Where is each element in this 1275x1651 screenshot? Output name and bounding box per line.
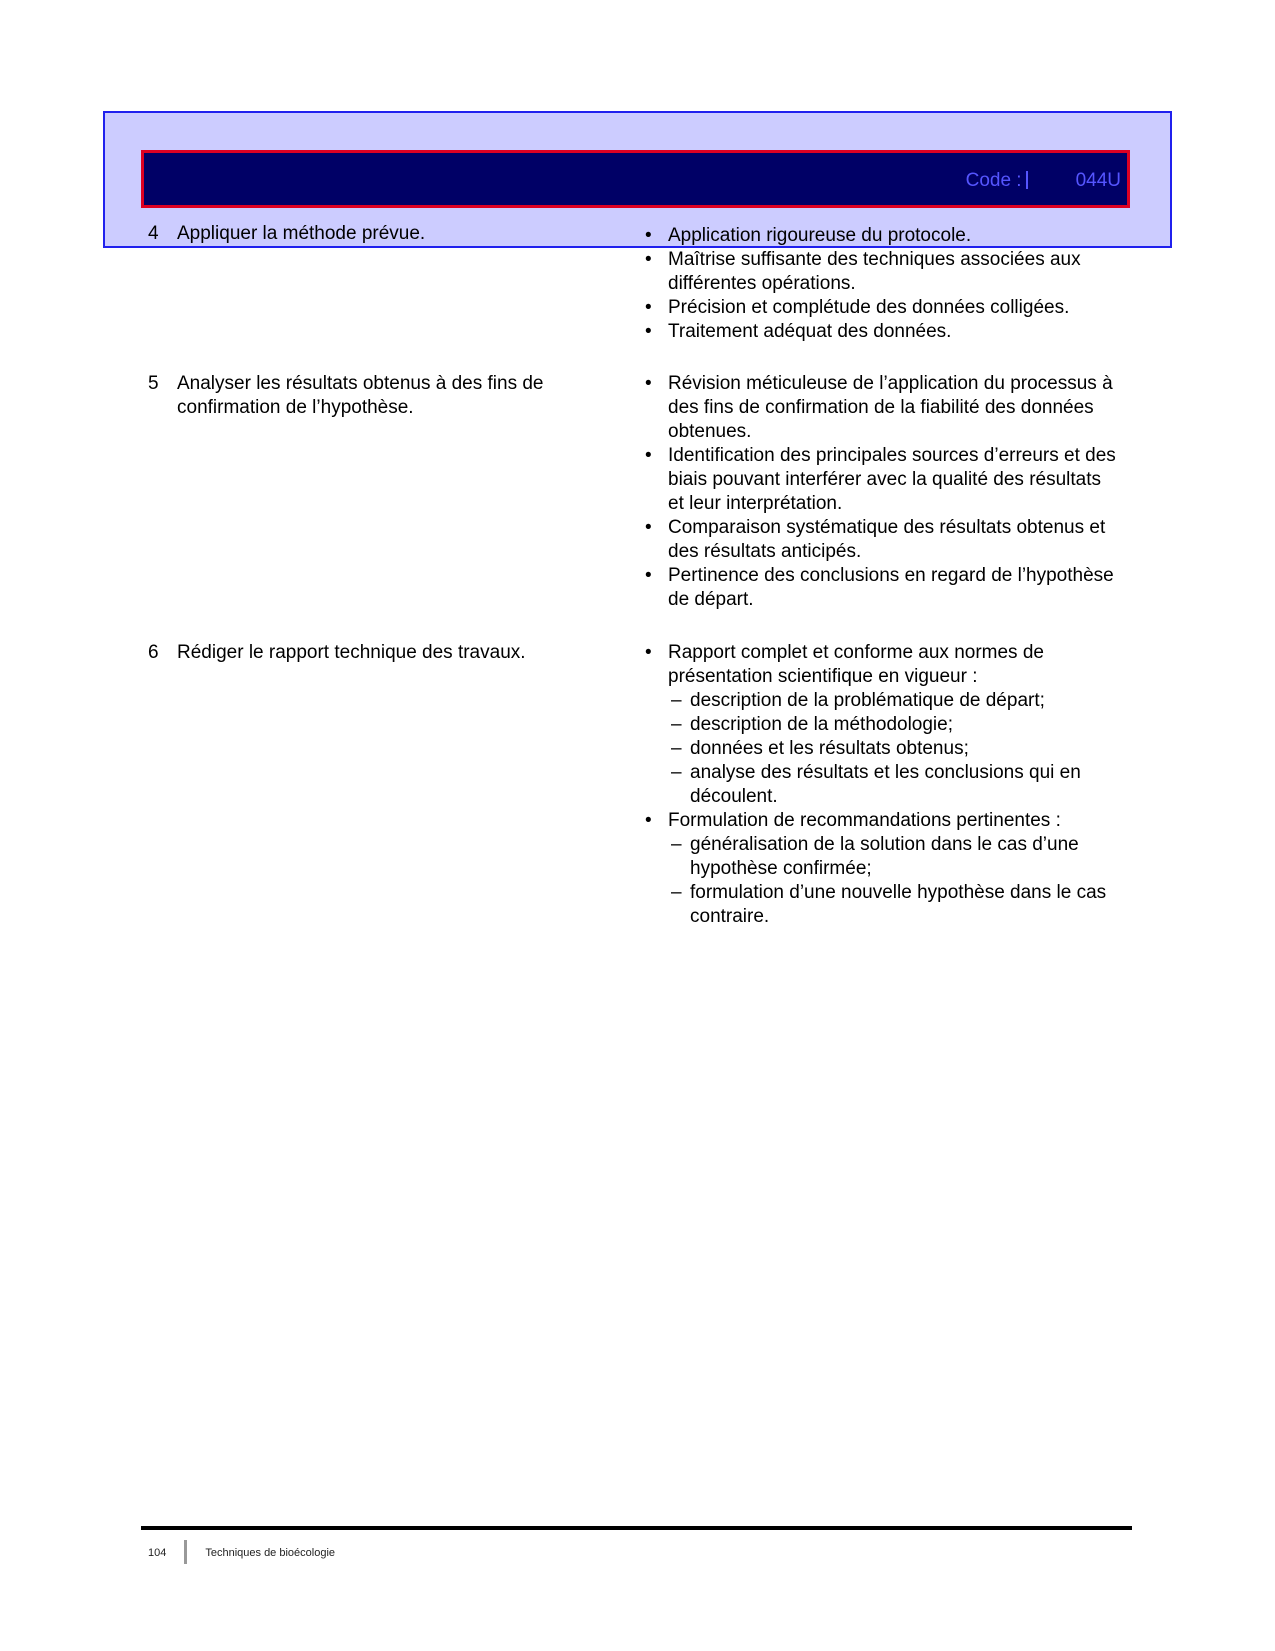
criterion-subitem: – analyse des résultats et les conclusions qui en découlent. bbox=[671, 762, 1081, 807]
step-text: Rédiger le rapport technique des travaux. bbox=[177, 642, 526, 663]
footer-separator bbox=[184, 1540, 187, 1564]
step-row-5 bbox=[148, 372, 588, 420]
criterion-item: • Formulation de recommandations pertinentes : bbox=[645, 809, 1120, 833]
criterion-item: • Traitement adéquat des données. bbox=[645, 320, 1120, 344]
step-row-4 bbox=[148, 222, 638, 246]
program-name: Techniques de bioécologie bbox=[205, 1547, 336, 1559]
criterion-subitem: – généralisation de la solution dans le cas d’une hypothèse confirmée; bbox=[671, 834, 1079, 879]
code-separator bbox=[1026, 171, 1028, 189]
course-code bbox=[966, 170, 1121, 192]
code-value: 044U bbox=[1075, 170, 1121, 191]
criterion-subitem: – données et les résultats obtenus; bbox=[671, 738, 969, 759]
criterion-item: • Rapport complet et conforme aux normes de présentation scientifique en vigueur : bbox=[645, 641, 1120, 689]
criterion-item: • Maîtrise suffisante des techniques associées aux différentes opérations. bbox=[645, 248, 1120, 296]
criterion-item: • Révision méticuleuse de l’application du processus à des fins de confirmation de la fiabilité des données obtenues. bbox=[645, 372, 1120, 444]
criterion-item: • Comparaison systématique des résultats obtenus et des résultats anticipés. bbox=[645, 516, 1120, 564]
step-text: Appliquer la méthode prévue. bbox=[177, 223, 426, 244]
criteria-list-6 bbox=[645, 641, 1120, 929]
step-number: 5 bbox=[148, 373, 159, 394]
criterion-subitem: – description de la problématique de départ; bbox=[671, 690, 1045, 711]
step-text: Analyser les résultats obtenus à des fins de confirmation de l’hypothèse. bbox=[177, 373, 544, 418]
criterion-item: • Application rigoureuse du protocole. bbox=[645, 224, 1120, 248]
criterion-item: • Identification des principales sources d’erreurs et des biais pouvant interférer avec la qualité des résultats et leur interprétation. bbox=[645, 444, 1120, 516]
criteria-list-5 bbox=[645, 372, 1120, 612]
criteria-list-4 bbox=[645, 224, 1120, 344]
criterion-subitem: – description de la méthodologie; bbox=[671, 714, 954, 735]
criterion-subitem: – formulation d’une nouvelle hypothèse dans le cas contraire. bbox=[671, 882, 1107, 927]
step-number: 6 bbox=[148, 642, 159, 663]
code-label: Code : bbox=[965, 170, 1022, 191]
page-footer bbox=[148, 1540, 335, 1564]
criterion-item: • Pertinence des conclusions en regard de l’hypothèse de départ. bbox=[645, 564, 1120, 612]
page-number: 104 bbox=[148, 1547, 167, 1559]
step-number: 4 bbox=[148, 223, 159, 244]
criterion-item: • Précision et complétude des données colligées. bbox=[645, 296, 1120, 320]
header-bar bbox=[141, 150, 1130, 208]
step-row-6 bbox=[148, 641, 638, 665]
footer-rule bbox=[141, 1526, 1132, 1530]
